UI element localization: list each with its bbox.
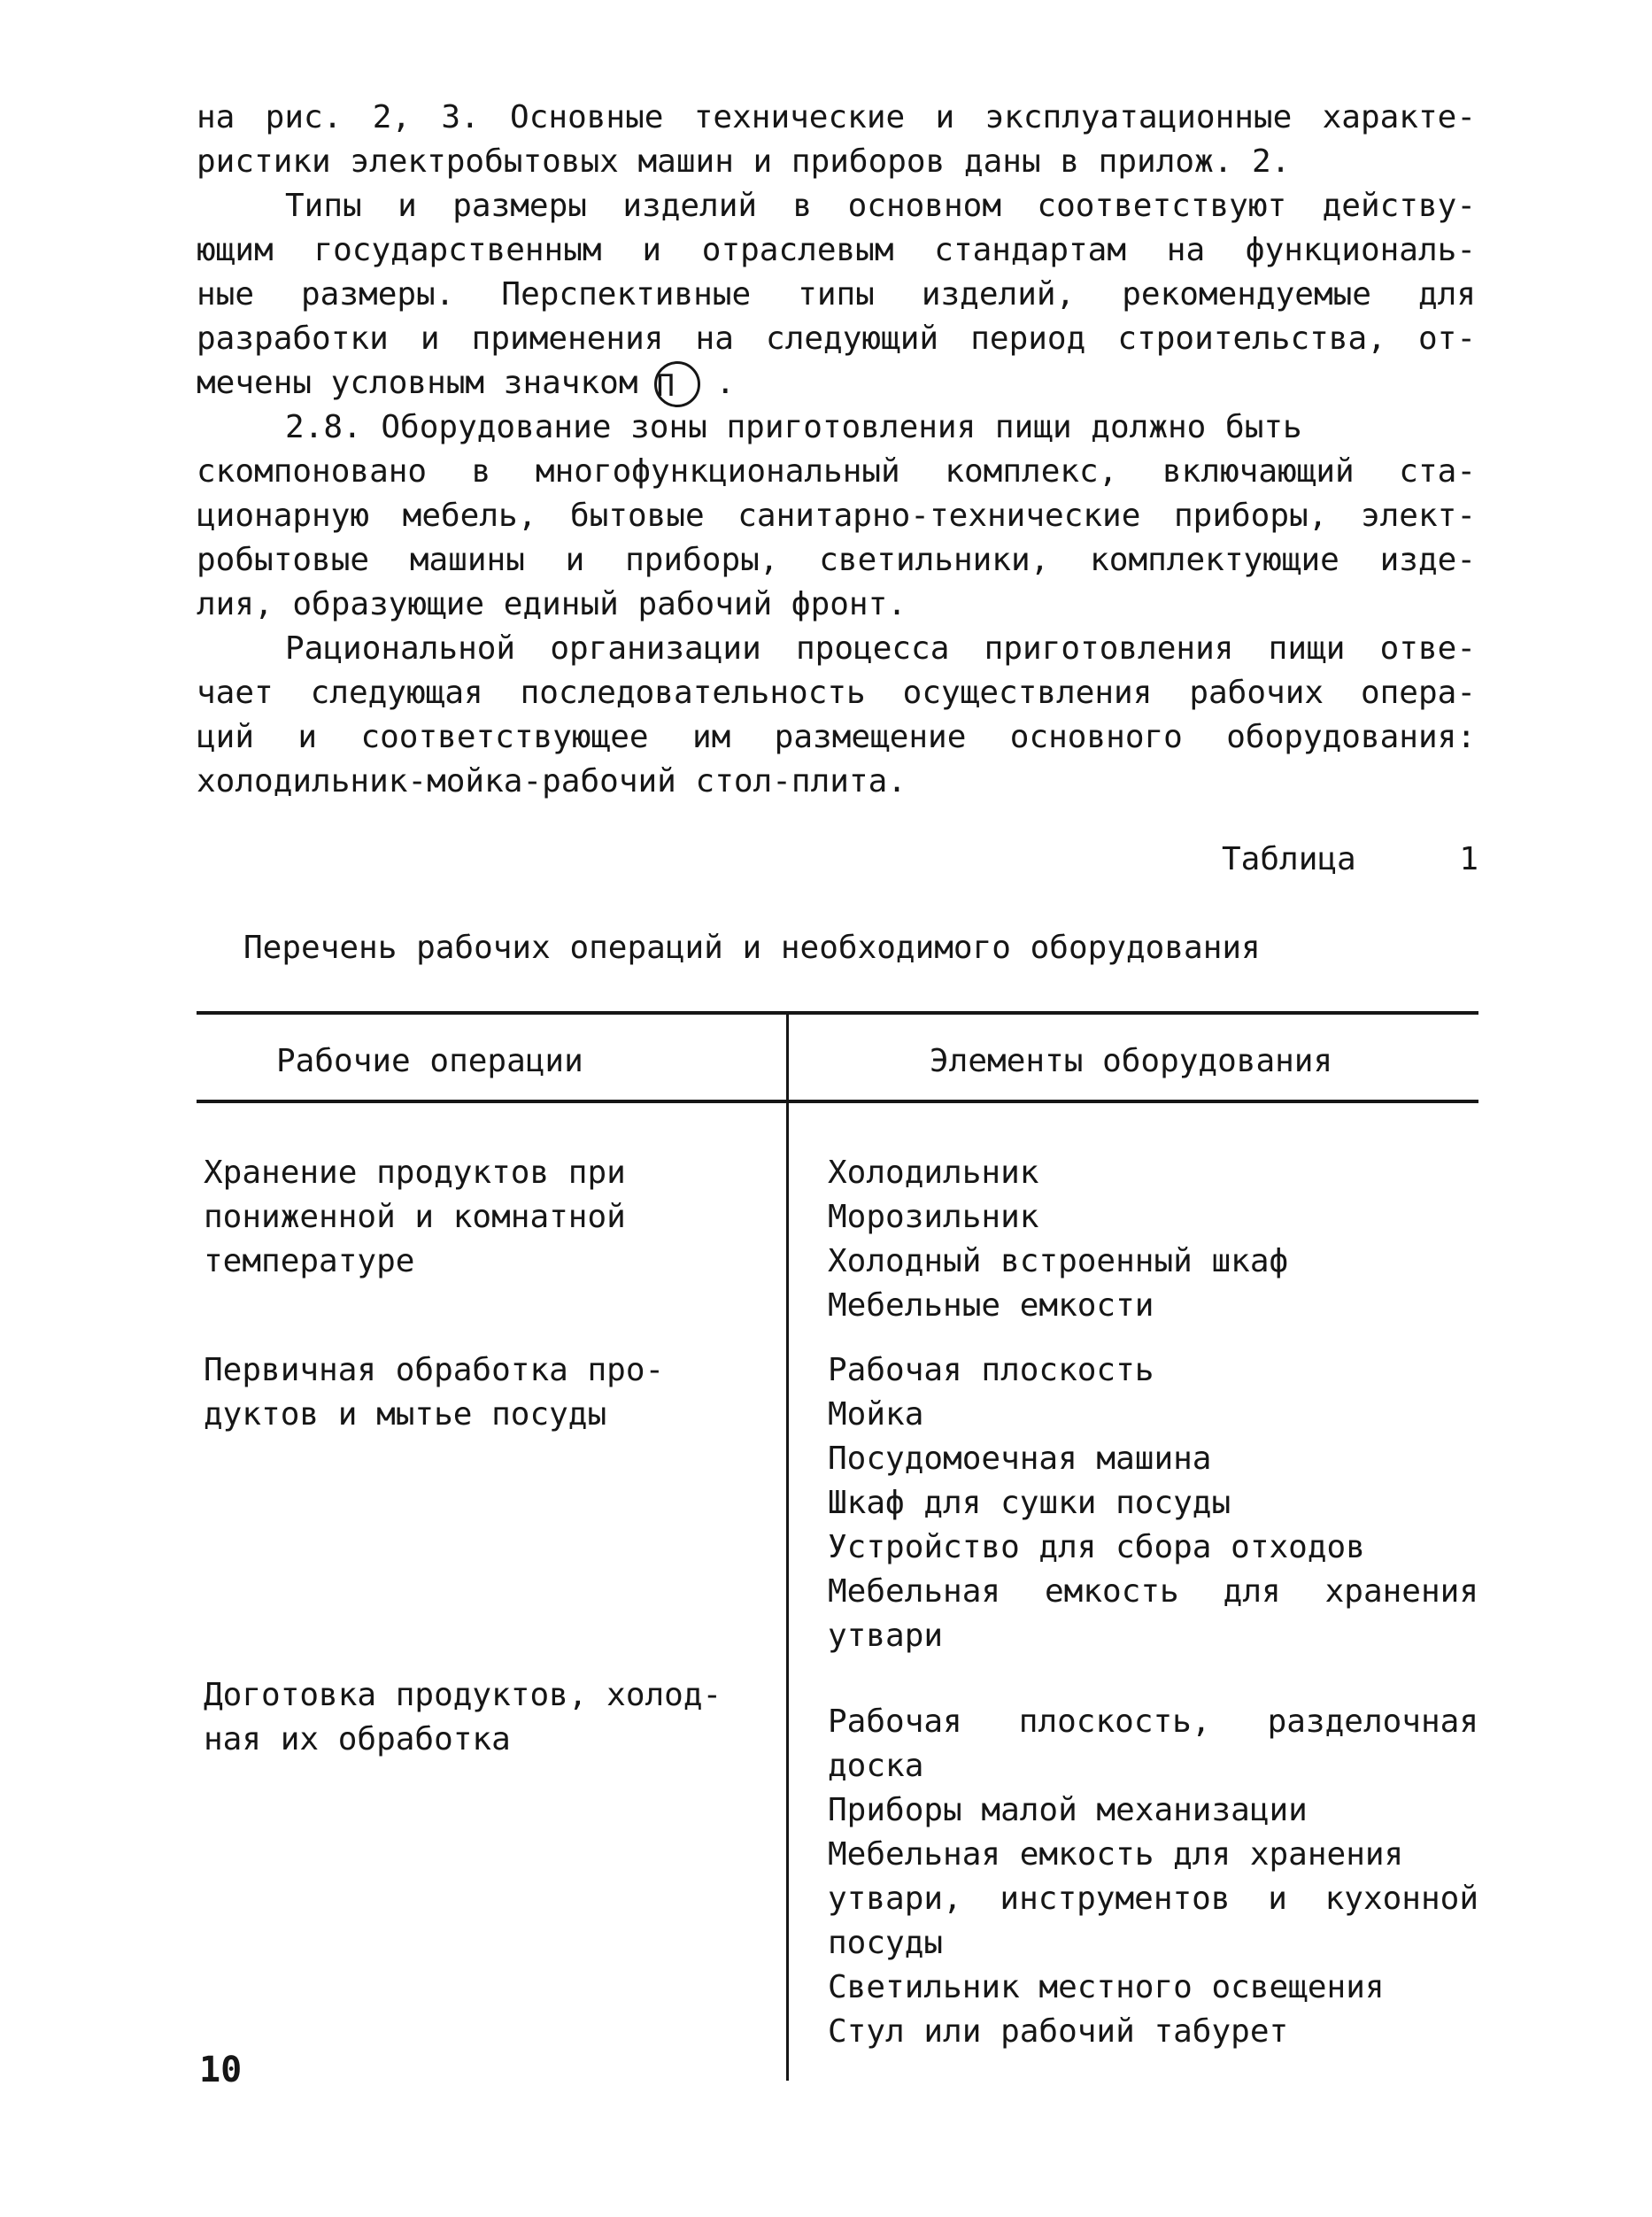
text-line: холодильник-мойка-рабочий стол-плита. [197, 763, 907, 800]
header-operations: Рабочие операции [276, 1043, 583, 1079]
cell-line: Шкаф для сушки посуды [828, 1485, 1231, 1521]
cell-line: утвари, инструментов и кухонной [828, 1881, 1478, 1917]
cell-line: Мебельная емкость для хранения [828, 1836, 1404, 1873]
cell-line: Первичная обработка про- [204, 1352, 665, 1388]
text-line: скомпоновано в многофункциональный комплекс, включающий ста- [197, 453, 1476, 490]
cell-line: Рабочая плоскость [828, 1352, 1154, 1388]
cell-line: ная их обработка [204, 1721, 511, 1757]
cell-line: дуктов и мытье посуды [204, 1396, 607, 1433]
cell-line: Приборы малой механизации [828, 1792, 1308, 1828]
cell-line: Устройство для сбора отходов [828, 1529, 1365, 1565]
table-header-rule [197, 1100, 1478, 1103]
row-3-equipment [828, 1700, 1478, 2054]
text-line: 2.8. Оборудование зоны приготовления пищи должно быть [285, 409, 1302, 445]
cell-line: температуре [204, 1243, 415, 1279]
cell-line: Стул или рабочий табурет [828, 2013, 1289, 2050]
table-title: Перечень рабочих операций и необходимого оборудования [243, 930, 1261, 966]
row-1-operation [204, 1151, 626, 1284]
text-line: . [715, 365, 736, 401]
cell-line: Холодный встроенный шкаф [828, 1243, 1289, 1279]
table-number: 1 [1459, 841, 1478, 877]
table-top-rule [197, 1011, 1478, 1015]
header-equipment: Элементы оборудования [930, 1043, 1333, 1079]
table-label [1222, 841, 1478, 877]
text-line: на рис. 2, 3. Основные технические и эксплуатационные характе- [197, 99, 1476, 135]
text-line: ные размеры. Перспективные типы изделий, рекомендуемые для [197, 276, 1476, 313]
table-label-text: Таблица [1222, 841, 1356, 877]
row-1-equipment [828, 1151, 1478, 1328]
text-line: ционарную мебель, бытовые санитарно-технические приборы, элект- [197, 498, 1476, 534]
cell-line: Рабочая плоскость, разделочная [828, 1703, 1478, 1740]
text-line: Типы и размеры изделий в основном соответствуют действу- [285, 188, 1476, 224]
cell-line: Хранение продуктов при [204, 1155, 626, 1191]
cell-line: Мойка [828, 1396, 924, 1433]
perspective-marker-icon: П [654, 361, 700, 407]
paragraph-types-and-sizes [197, 184, 1476, 407]
text-line: мечены условным значком [197, 365, 638, 401]
row-2-operation [204, 1348, 664, 1437]
text-line: робытовые машины и приборы, светильники, комплектующие изде- [197, 542, 1476, 578]
cell-line: Холодильник [828, 1155, 1039, 1191]
text-line: лия, образующие единый рабочий фронт. [197, 586, 907, 622]
cell-line: Мебельные емкости [828, 1287, 1154, 1324]
cell-line: посуды [828, 1925, 944, 1961]
cell-line: Посудомоечная машина [828, 1441, 1212, 1477]
paragraph-2-8 [197, 406, 1476, 627]
text-line: разработки и применения на следующий период строительства, от- [197, 321, 1476, 357]
row-3-operation [204, 1673, 722, 1762]
text-line: ций и соответствующее им размещение основного оборудования: [197, 719, 1476, 755]
text-line: ристики электробытовых машин и приборов даны в прилож. 2. [197, 143, 1291, 180]
row-2-equipment [828, 1348, 1478, 1658]
paragraph-rational-organization [197, 627, 1476, 804]
cell-line: Светильник местного освещения [828, 1969, 1385, 2005]
cell-line: доска [828, 1748, 924, 1784]
text-line: чает следующая последовательность осуществления рабочих опера- [197, 675, 1476, 711]
cell-line: утвари [828, 1618, 944, 1654]
cell-line: Мебельная емкость для хранения [828, 1573, 1478, 1610]
text-line-with-marker [197, 361, 1476, 407]
cell-line: Морозильник [828, 1199, 1039, 1235]
cell-line: пониженной и комнатной [204, 1199, 626, 1235]
page-number: 10 [199, 2050, 243, 2090]
text-line: Рациональной организации процесса приготовления пищи отве- [285, 630, 1476, 667]
paragraph-continuation [197, 96, 1476, 184]
table-column-divider [786, 1011, 789, 2081]
cell-line: Доготовка продуктов, холод- [204, 1677, 722, 1713]
text-line: ющим государственным и отраслевым стандартам на функциональ- [197, 232, 1476, 268]
